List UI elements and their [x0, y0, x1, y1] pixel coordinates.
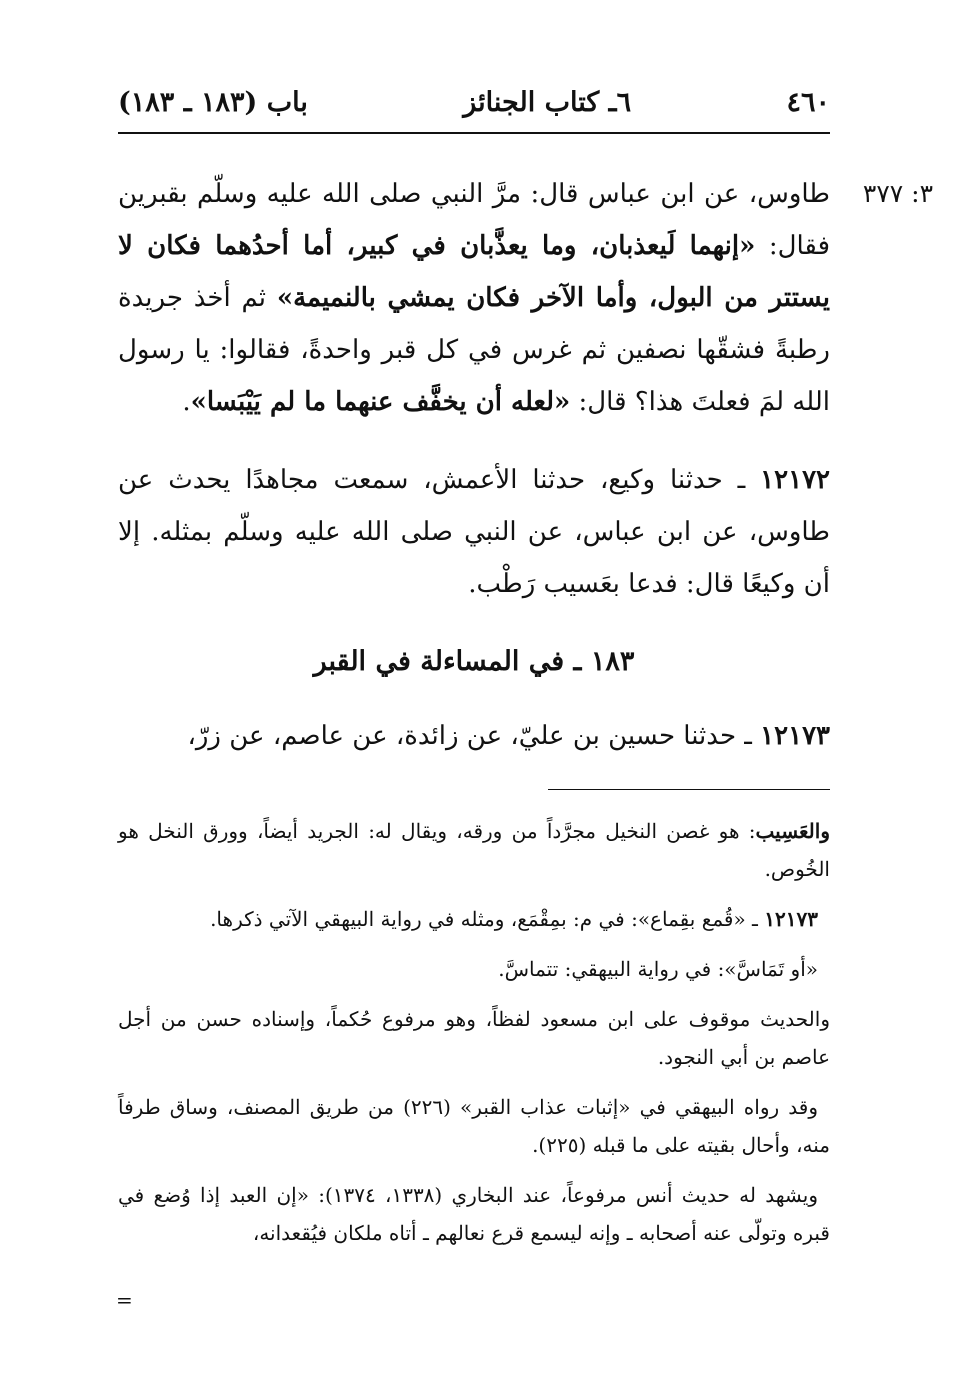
- footnote-text: ـ «قُمع بقِماع»: في م: بمِقْمَع، ومثله في رواية البيهقي الآتي ذكرها.: [210, 907, 765, 931]
- footnote-separator: [548, 789, 830, 790]
- hadith-text: ـ حدثنا وكيع، حدثنا الأعمش، سمعت مجاهدًا يحدث عن طاوس، عن ابن عباس، عن النبي صلى الله عليه وسلّم بمثله. إلا أن وكيعًا قال: فدعا بعَسيب رَطْب.: [118, 465, 830, 599]
- page-number: ٤٦٠: [786, 86, 830, 118]
- hadith-number: ١٢١٧٣: [760, 721, 830, 751]
- para1-quote-1: «إنهما لَيعذبان، وما يعذَّبان في كبير، أما أحدُهما فكان لا يستتر من البول، وأما الآخر فكان يمشي بالنميمة»: [118, 231, 831, 313]
- footnote-term: والعَسِيب: [755, 819, 830, 843]
- spacer: [118, 428, 830, 454]
- hadith-12173: [118, 710, 830, 762]
- book-title: ٦ـ كتاب الجنائز: [463, 86, 632, 118]
- footnote-4: والحديث موقوف على ابن مسعود لفظاً، وهو مرفوع حُكماً، وإسناده حسن من أجل عاصم بن أبي النجود.: [118, 1007, 830, 1069]
- header-divider: [118, 132, 830, 134]
- footnote-1: [118, 812, 830, 888]
- hadith-paragraph-continued: [118, 168, 830, 428]
- spacer: [118, 688, 830, 710]
- footnote-6: ويشهد له حديث أنس مرفوعاً، عند البخاري (١٣٣٨، ١٣٧٤): «إن العبد إذا وُضع في قبره وتولّى عنه أصحابه ـ وإنه ليسمع قرع نعالهم ـ أتاه ملكان فيُقعدانه،: [118, 1183, 830, 1245]
- footnotes: [118, 812, 830, 1264]
- para1-intro: طاوس، عن ابن عباس قال: مرَّ النبي صلى الله عليه وسلّم بقبرين فقال:: [118, 179, 831, 261]
- section-heading: ١٨٣ ـ في المساءلة في القبر: [313, 646, 635, 677]
- spacer: [118, 610, 830, 636]
- para1-quote-2: «لعله أن يخفَّف عنهما ما لم يَيْبَسا»: [190, 387, 571, 417]
- footnote-5: وقد رواه البيهقي في «إثبات عذاب القبر» (٢٢٦) من طريق المصنف، وساق طرفاً منه، وأحال بقيته على ما قبله (٢٢٥).: [118, 1095, 830, 1157]
- footnote-text: : هو غصن النخيل مجرَّداً من ورقه، ويقال له: الجريد أيضاً، وورق النخل هو الخُوص.: [118, 819, 830, 881]
- para1-end: .: [182, 387, 191, 417]
- page-header: [118, 82, 830, 122]
- continuation-mark: =: [116, 1288, 133, 1312]
- para1-middle: ثم أخذ جريدة رطبةً فشقّها نصفين ثم غرس في كل قبر واحدةً، فقالوا: يا رسول الله لمَ فعلتَ هذا؟ قال:: [118, 283, 830, 417]
- main-text: [118, 168, 830, 762]
- footnote-number: ١٢١٧٣: [764, 907, 818, 931]
- footnote-3: «أو تَمَاسَّ»: في رواية البيهقي: تتماسَّ.: [498, 957, 818, 981]
- hadith-number: ١٢١٧٢: [760, 465, 830, 495]
- chapter-range: باب (١٨٣ ـ ١٨٣): [118, 86, 308, 118]
- hadith-text: ـ حدثنا حسين بن عليّ، عن زائدة، عن عاصم، عن زرّ،: [187, 721, 761, 751]
- hadith-12172: [118, 454, 830, 610]
- volume-page-reference: ٣: ٣٧٧: [862, 179, 933, 208]
- footnote-2: [118, 900, 830, 938]
